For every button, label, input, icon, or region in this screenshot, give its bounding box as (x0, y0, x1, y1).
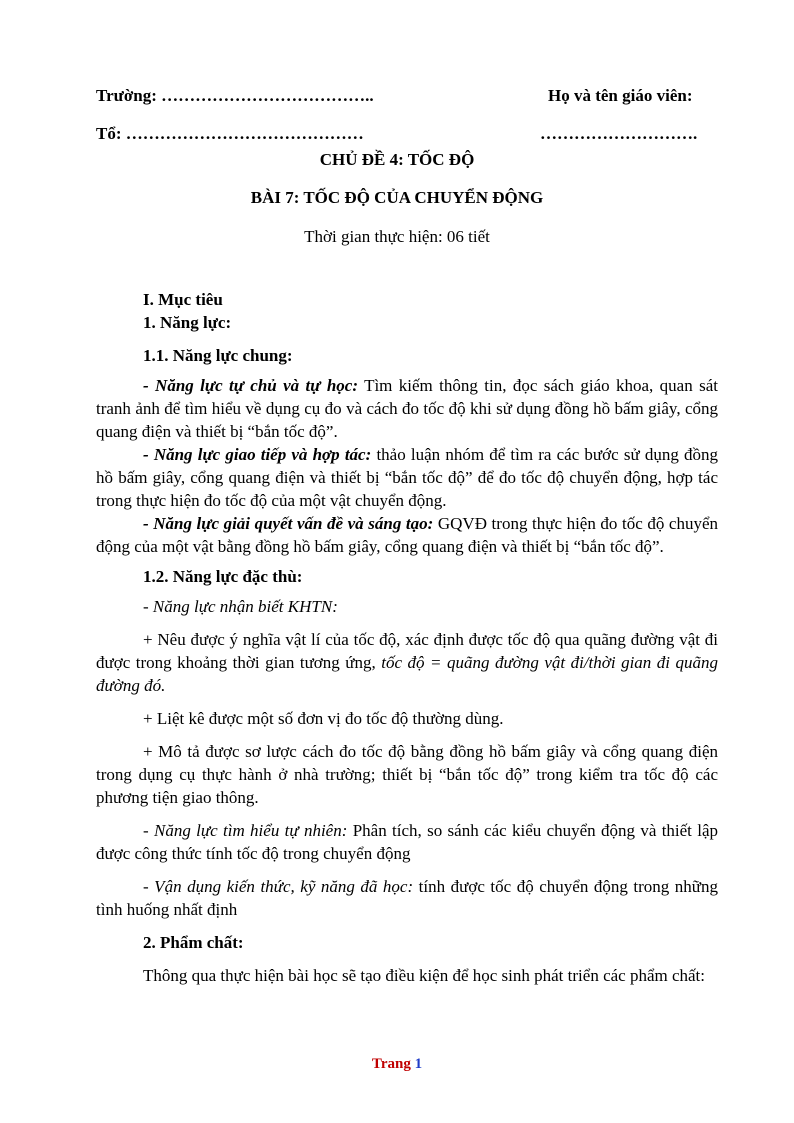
paragraph-communication (96, 443, 718, 512)
heading-competence: 1. Năng lực: (143, 313, 232, 332)
paragraph-problem-solving (96, 512, 718, 558)
problem-label: - Năng lực giải quyết vấn đề và sáng tạo: (143, 514, 434, 533)
paragraph-explore (96, 819, 718, 865)
paragraph-self-study (96, 374, 718, 443)
heading-qualities: 2. Phẩm chất: (143, 933, 244, 952)
communication-label: - Năng lực giao tiếp và hợp tác: (143, 445, 372, 464)
apply-text: tính được tốc độ chuyển động trong những tình huống nhất định (96, 877, 719, 919)
school-label: Trường: ……………………………….. (96, 86, 374, 105)
teacher-value: ………………………. (540, 124, 698, 143)
page-number: 1 (414, 1056, 423, 1072)
page-label: Trang (371, 1056, 411, 1072)
item1-text: + Nêu được ý nghĩa vật lí của tốc độ, xác định được tốc độ qua quãng đường vật đi được trong khoảng thời gian tương ứng, (96, 630, 718, 672)
paragraph-qualities: Thông qua thực hiện bài học sẽ tạo điều kiện để học sinh phát triển các phẩm chất: (143, 966, 706, 985)
self-study-text: Tìm kiếm thông tin, đọc sách giáo khoa, quan sát tranh ảnh để tìm hiểu về dụng cụ đo và cách đo tốc độ khi sử dụng đồng hồ bấm giây, cổng quang điện và thiết bị “bắn tốc độ”. (96, 376, 718, 441)
topic-title: CHỦ ĐỀ 4: TỐC ĐỘ (319, 150, 475, 169)
paragraph-item2: + Liệt kê được một số đơn vị đo tốc độ thường dùng. (143, 709, 504, 728)
communication-text: thảo luận nhóm để tìm ra các bước sử dụng đồng hồ bấm giây, cổng quang điện và thiết bị “bắn tốc độ” để đo tốc độ chuyển động, hợp tác trong thực hiện đo tốc độ của một vật chuyển động. (96, 445, 718, 510)
lesson-title: BÀI 7: TỐC ĐỘ CỦA CHUYỂN ĐỘNG (250, 188, 544, 207)
teacher-label: Họ và tên giáo viên: (548, 86, 693, 105)
paragraph-item1 (96, 628, 718, 697)
problem-text: GQVĐ trong thực hiện đo tốc độ chuyển động của một vật bằng đồng hồ bấm giây, cổng quang điện và thiết bị “bắn tốc độ”. (96, 514, 719, 556)
lesson-content (96, 288, 718, 987)
recognize-label: - Năng lực nhận biết KHTN: (143, 597, 338, 616)
item1-formula: tốc độ = quãng đường vật đi/thời gian đi quãng đường đó. (96, 653, 719, 695)
explore-label: - Năng lực tìm hiểu tự nhiên: (143, 821, 348, 840)
self-study-label: - Năng lực tự chủ và tự học: (143, 376, 358, 395)
heading-general: 1.1. Năng lực chung: (143, 346, 293, 365)
paragraph-item3: + Mô tả được sơ lược cách đo tốc độ bằng đồng hồ bấm giây và cổng quang điện trong dụng cụ thực hành ở nhà trường; thiết bị “bắn tốc độ” trong kiểm tra tốc độ các phương tiện giao thông. (96, 742, 718, 807)
apply-label: - Vận dụng kiến thức, kỹ năng đã học: (143, 877, 414, 896)
paragraph-apply (96, 875, 718, 921)
group-label: Tổ: …………………………………… (96, 124, 364, 143)
page-footer (0, 1056, 794, 1073)
heading-specific: 1.2. Năng lực đặc thù: (143, 567, 303, 586)
heading-objectives: I. Mục tiêu (143, 290, 223, 309)
duration-text: Thời gian thực hiện: 06 tiết (304, 227, 490, 246)
explore-text: Phân tích, so sánh các kiểu chuyển động và thiết lập được công thức tính tốc độ trong chuyển động (96, 821, 718, 863)
